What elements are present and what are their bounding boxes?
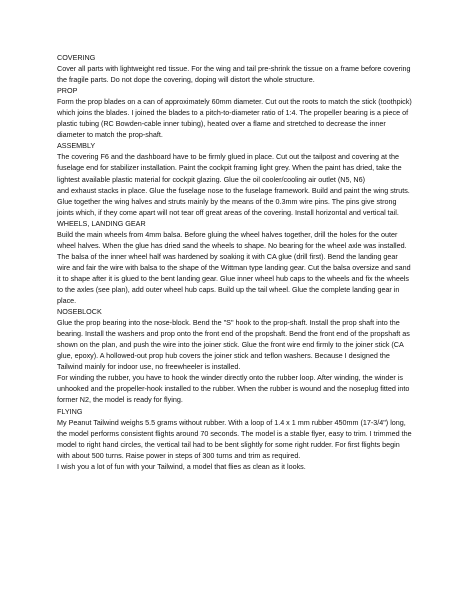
- heading-assembly: ASSEMBLY: [57, 141, 96, 151]
- paragraph-noseblock-1: Glue the prop bearing into the nose-block. Bend the "S" hook to the prop-shaft. Install the prop shaft into the bearing. Install the washers and prop onto the front end of the propshaft. Bend the front end of the propshaft as shown on the plan, and push the wire into the joiner stick. Glue the front wire end firmly to the joiner stick (CA glue, epoxy). A hollowed-out prop hub covers the joiner stick and teflon washers. Because I designed the Tailwind mainly for indoor use, no freewheeler is installed.: [57, 318, 410, 372]
- heading-flying: FLYING: [57, 406, 83, 416]
- heading-covering: COVERING: [57, 53, 96, 62]
- paragraph-prop: Form the prop blades on a can of approximately 60mm diameter. Cut out the roots to match the stick (toothpick) which joins the blades. I joined the blades to a pitch-to-diameter ratio of 1:4. The propeller bearing is a piece of plastic tubing (RC Bowden-cable inner tubing), heated over a flame and stretched to decrease the inner diameter to match the prop-shaft.: [57, 97, 412, 140]
- heading-prop: PROP: [57, 86, 78, 96]
- paragraph-covering: Cover all parts with lightweight red tissue. For the wing and tail pre-shrink the tissue on a frame before covering the fragile parts. Do not dope the covering, doping will distort the whole structure.: [57, 64, 411, 85]
- paragraph-wheels-landing-gear: Build the main wheels from 4mm balsa. Before gluing the wheel halves together, drill the holes for the outer wheel halves. When the glue has dried sand the wheels to shape. No bearing for the wheel axle was installed. The balsa of the inner wheel half was hardened by soaking it with CA glue (drill first). Bend the landing gear wire and fair the wire with balsa to the shape of the Wittman type landing gear. Cut the balsa oversize and sand it to shape after it is glued to the bent landing gear. Glue inner wheel hub caps to the wheels and fix the wheels to the axles (see plan), add outer wheel hub caps. Build up the tail wheel. Glue the complete landing gear in place.: [57, 229, 411, 306]
- paragraph-assembly-2: and exhaust stacks in place. Glue the fuselage nose to the fuselage framework. Build and paint the wing struts. Glue together the wing halves and struts mainly by the means of the 0.3mm wire pins. The pins give strong joints which, if they come apart will not tear off great areas of the covering. Install horizontal and vertical tail.: [57, 185, 410, 217]
- document-page: [57, 52, 412, 472]
- heading-wheels-landing-gear: WHEELS, LANDING GEAR: [57, 218, 146, 228]
- paragraph-flying-1: My Peanut Tailwind weighs 5.5 grams without rubber. With a loop of 1.4 x 1 mm rubber 450mm (17-3/4") long, the model performs consistent flights around 70 seconds. The model is a stable flyer, easy to trim. I trimmed the model to right hand circles, the vertical tail had to be bent slightly for some right rudder. For first flights begin with about 500 turns. Raise power in steps of 300 turns and trim as required.: [57, 417, 412, 460]
- paragraph-assembly-1: The covering F6 and the dashboard have to be firmly glued in place. Cut out the tailpost and covering at the fuselage end for stabilizer installation. Paint the cockpit framing light grey. When the paint has dried, take the lightest available plastic material for cockpit glazing. Glue the oil cooler/cooling air outlet (N5, N6): [57, 152, 402, 184]
- heading-noseblock: NOSEBLOCK: [57, 307, 102, 317]
- paragraph-flying-2: I wish you a lot of fun with your Tailwind, a model that flies as clean as it looks.: [57, 461, 306, 471]
- paragraph-noseblock-2: For winding the rubber, you have to hook the winder directly onto the rubber loop. After winding, the winder is unhooked and the propeller-hook installed to the rubber. When the rubber is wound and the noseplug fitted into former N2, the model is ready for flying.: [57, 373, 410, 405]
